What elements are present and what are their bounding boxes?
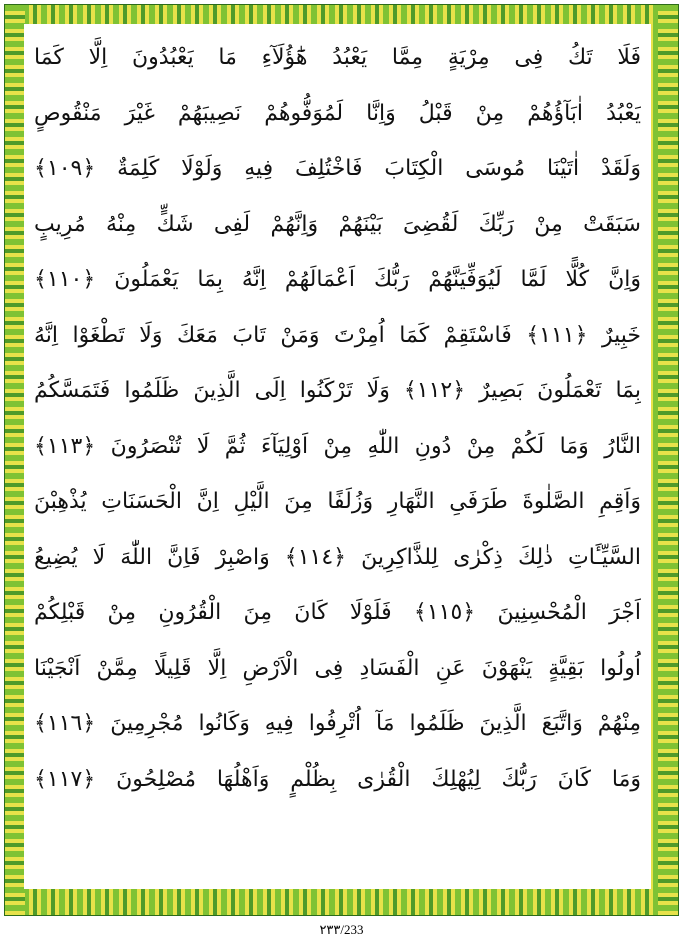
- text-line-9: وَاَقِمِ الصَّلٰوةَ طَرَفَىِ النَّهَارِ وَزُلَفًا مِنَ الَّيْلِ اِنَّ الْحَسَنَاتِ يُذْهِبْنَ: [34, 489, 641, 515]
- text-line-8: النَّارُ وَمَا لَكُمْ مِنْ دُونِ اللّٰهِ مِنْ اَوْلِيَآءَ ثُمَّ لَا تُنْصَرُونَ ﴿١١٣﴾: [34, 433, 641, 459]
- text-line-1: فَلَا تَكُ فِى مِرْيَةٍ مِمَّا يَعْبُدُ هَٰٓؤُلَآءِ مَا يَعْبُدُونَ اِلَّا كَمَا: [34, 45, 641, 71]
- text-line-6: خَبِيرٌ ﴿١١١﴾ فَاسْتَقِمْ كَمَا اُمِرْتَ وَمَنْ تَابَ مَعَكَ وَلَا تَطْغَوْا اِنَّهُ: [34, 322, 641, 348]
- text-line-12: اُولُوا بَقِيَّةٍ يَنْهَوْنَ عَنِ الْفَسَادِ فِى الْاَرْضِ اِلَّا قَلِيلًا مِمَّنْ اَنْجَيْنَا: [34, 655, 641, 681]
- border-left: [5, 5, 25, 915]
- text-line-2: يَعْبُدُ اٰبَآؤُهُمْ مِنْ قَبْلُ وَاِنَّا لَمُوَفُّوهُمْ نَصِيبَهُمْ غَيْرَ مَنْقُوصٍ: [34, 100, 641, 126]
- quran-page-text: [24, 24, 651, 889]
- text-line-4: سَبَقَتْ مِنْ رَبِّكَ لَقُضِىَ بَيْنَهُمْ وَاِنَّهُمْ لَفِى شَكٍّ مِنْهُ مُرِيبٍ: [34, 211, 641, 237]
- text-line-10: السَّيِّـَٔاتِ ذٰلِكَ ذِكْرٰى لِلذَّاكِرِينَ ﴿١١٤﴾ وَاصْبِرْ فَاِنَّ اللّٰهَ لَا يُضِيعُ: [34, 544, 641, 570]
- border-right: [658, 5, 678, 915]
- page-number: ٢٣٣/233: [319, 922, 364, 937]
- text-line-13: مِنْهُمْ وَاتَّبَعَ الَّذِينَ ظَلَمُوا مَآ اُتْرِفُوا فِيهِ وَكَانُوا مُجْرِمِينَ ﴿١١٦﴾: [34, 711, 641, 737]
- text-line-3: وَلَقَدْ اٰتَيْنَا مُوسَى الْكِتَابَ فَاخْتُلِفَ فِيهِ وَلَوْلَا كَلِمَةٌ ﴿١٠٩﴾: [34, 156, 641, 182]
- text-line-5: وَاِنَّ كُلًّا لَمَّا لَيُوَفِّيَنَّهُمْ رَبُّكَ اَعْمَالَهُمْ اِنَّهُ بِمَا يَعْمَلُونَ ﴿١١٠﴾: [34, 267, 641, 293]
- text-line-7: بِمَا تَعْمَلُونَ بَصِيرٌ ﴿١١٢﴾ وَلَا تَرْكَنُوا اِلَى الَّذِينَ ظَلَمُوا فَتَمَسَّكُمُ: [34, 378, 641, 404]
- text-line-11: اَجْرَ الْمُحْسِنِينَ ﴿١١٥﴾ فَلَوْلَا كَانَ مِنَ الْقُرُونِ مِنْ قَبْلِكُمْ: [34, 600, 641, 626]
- text-line-14: وَمَا كَانَ رَبُّكَ لِيُهْلِكَ الْقُرٰى بِظُلْمٍ وَاَهْلُهَا مُصْلِحُونَ ﴿١١٧﴾: [34, 766, 641, 792]
